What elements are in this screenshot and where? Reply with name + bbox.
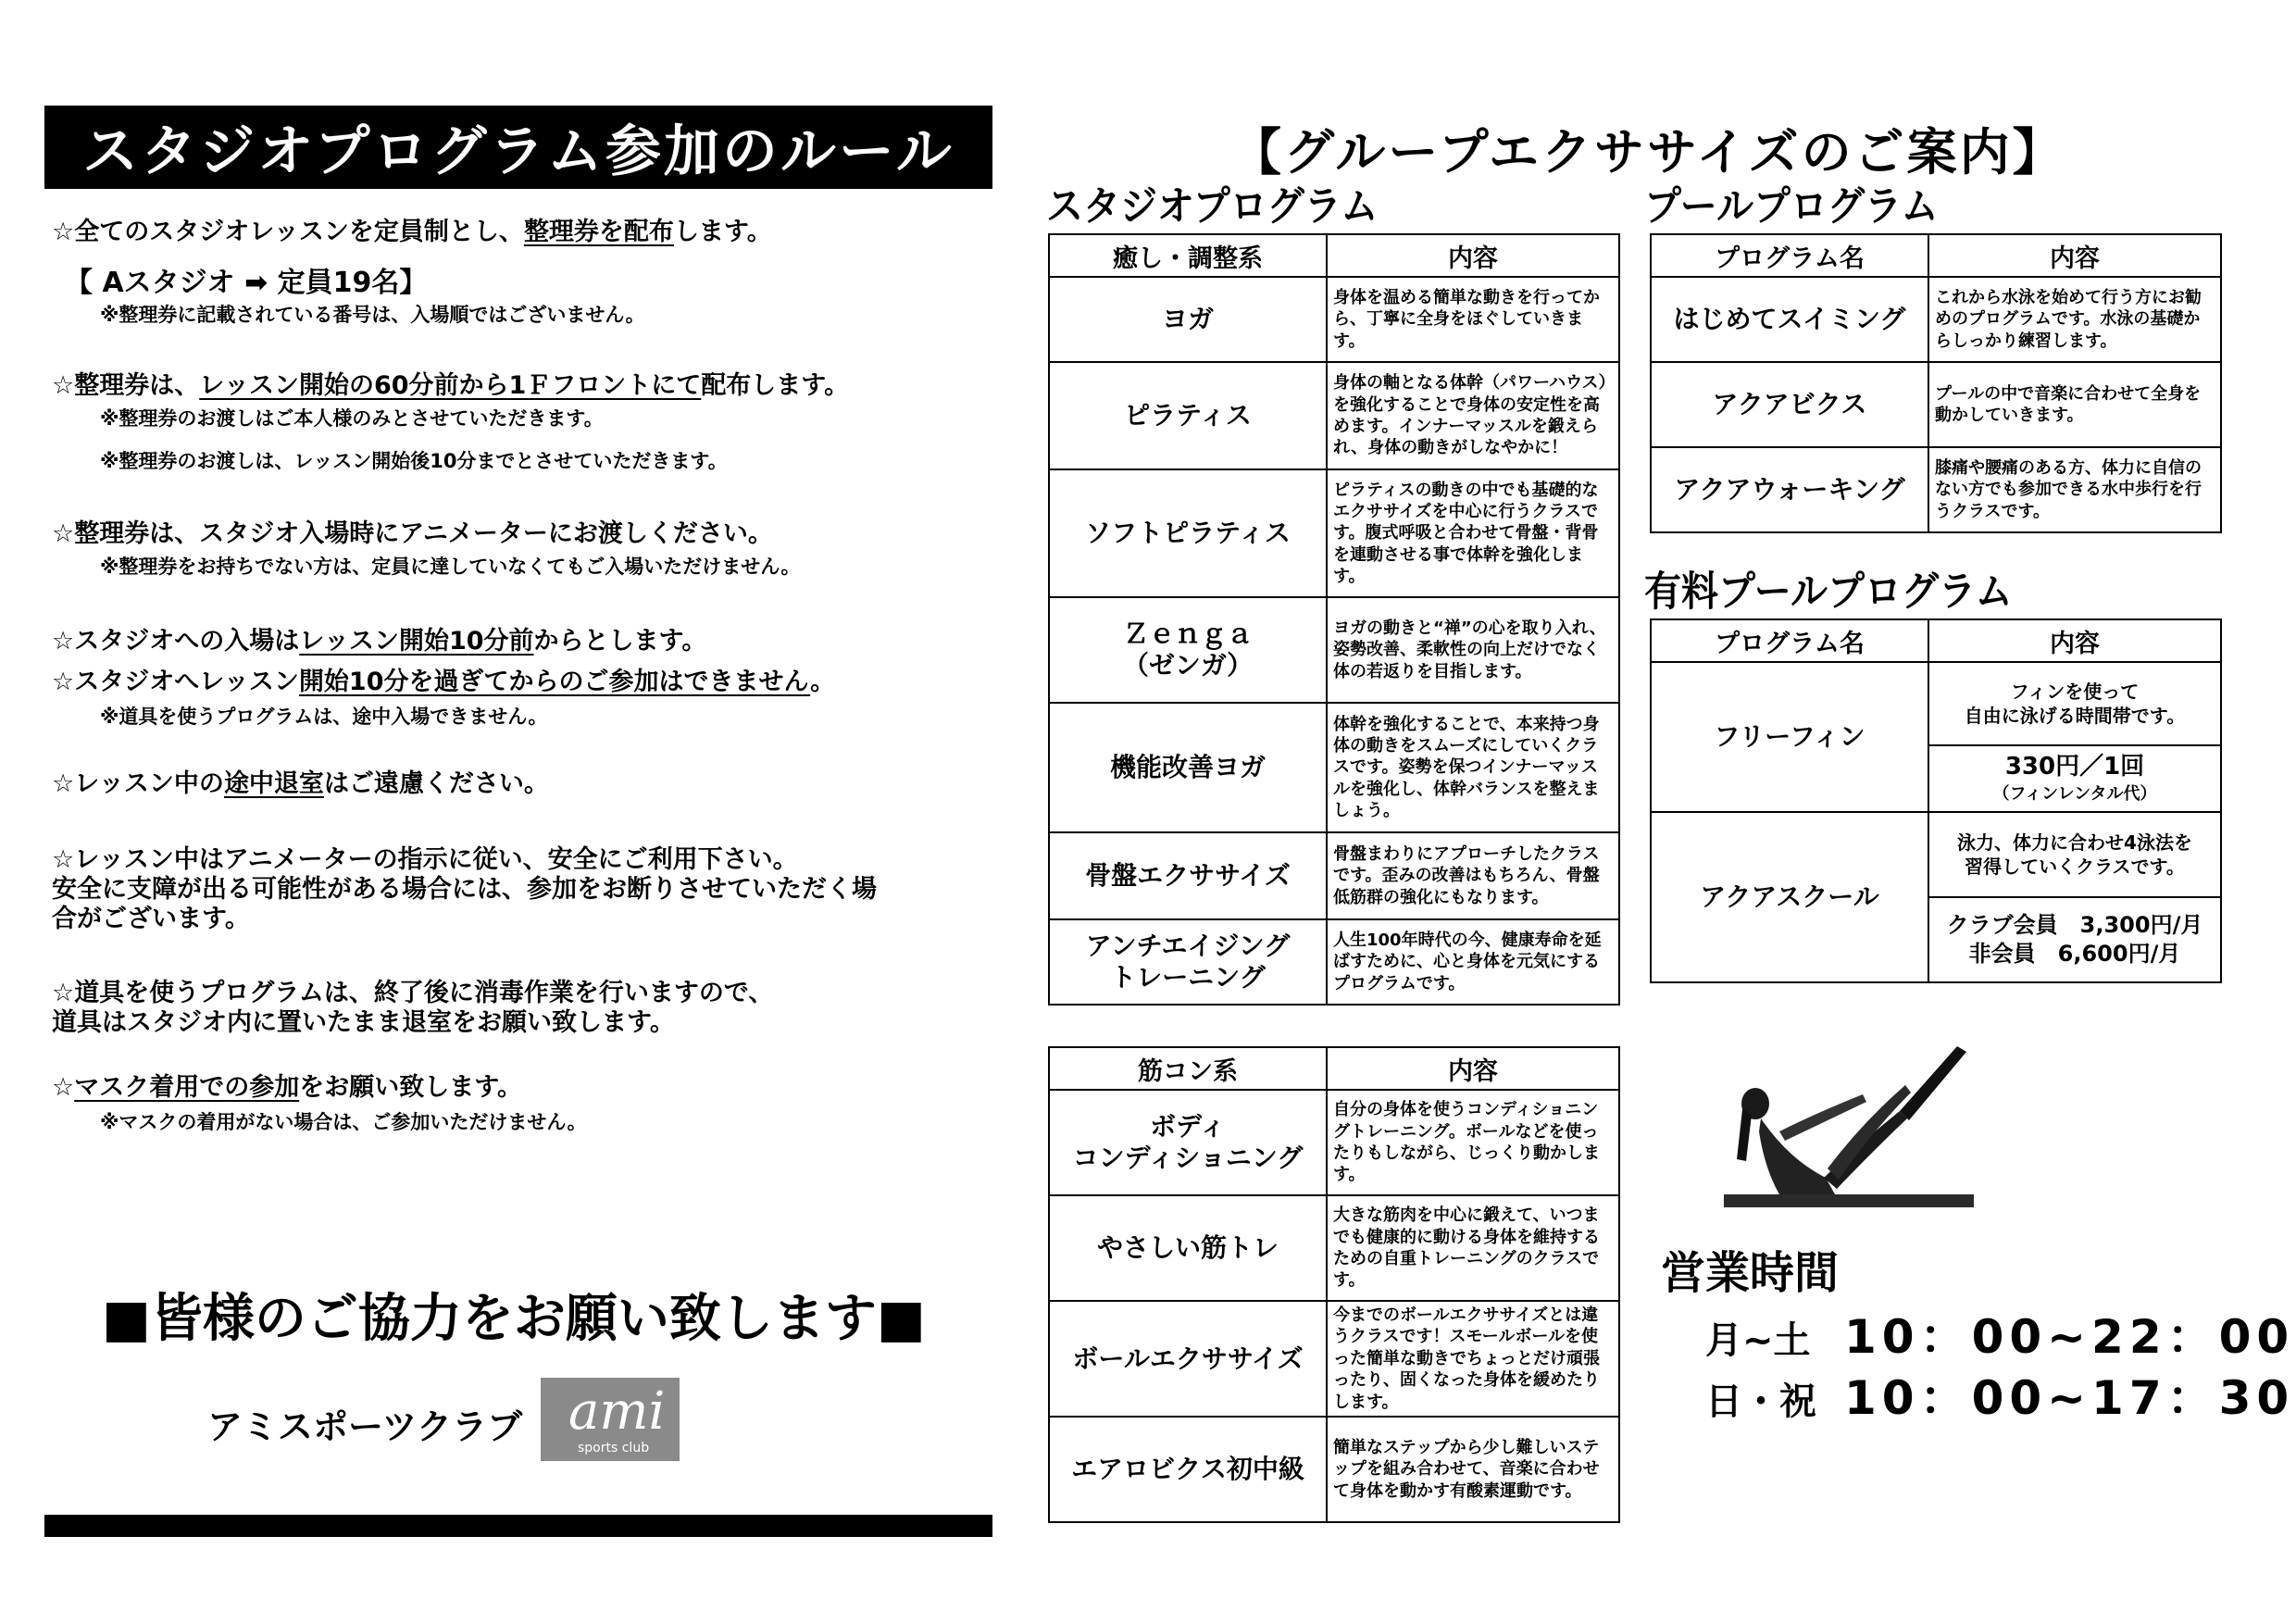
hours-row	[1705, 1300, 2294, 1367]
muscle-header-desc: 内容	[1327, 1047, 1619, 1090]
price-cell	[1928, 897, 2221, 982]
logo-text: ami	[568, 1381, 666, 1442]
rule-6: ☆レッスン中の途中退室はご遠慮ください。	[52, 769, 549, 798]
hours-row	[1705, 1361, 2294, 1428]
program-name: アクアビクス	[1651, 362, 1928, 447]
program-name: はじめてスイミング	[1651, 277, 1928, 362]
fin-price: 330円／1回	[2004, 753, 2145, 781]
table-row	[1049, 1195, 1619, 1301]
table-row	[1651, 812, 2221, 897]
cooperation-message: ■皆様のご協力をお願い致します■	[102, 1289, 926, 1349]
hours-time: 10：00~22：00	[1844, 1310, 2295, 1364]
rule-7-line-1: ☆レッスン中はアニメーターの指示に従い、安全にご利用下さい。	[52, 845, 798, 874]
table-row	[1651, 447, 2221, 532]
rule-7-line-2: 安全に支障が出る可能性がある場合には、参加をお断りさせていただく場	[52, 875, 877, 904]
bottom-bar	[44, 1515, 992, 1537]
logo-subtext: sports club	[578, 1441, 650, 1455]
member-price: クラブ会員 3,300円/月	[1946, 911, 2203, 938]
rule-3: ☆整理券は、スタジオ入場時にアニメーターにお渡しください。	[52, 519, 773, 548]
table-row	[1049, 1090, 1619, 1195]
pool-table	[1650, 233, 2222, 533]
rule-1: ☆全てのスタジオレッスンを定員制とし、整理券を配布します。	[52, 218, 772, 246]
program-desc: 簡単なステップから少し難しいステップを組み合わせて、音楽に合わせて身体を動かす有酸素運動です。	[1327, 1417, 1619, 1522]
capacity: 【 Aスタジオ ➡ 定員19名】	[65, 267, 428, 299]
program-desc: 大きな筋肉を中心に鍛えて、いつまでも健康的に動ける身体を維持するための自重トレーニングのクラスです。	[1327, 1195, 1619, 1301]
rule-4: ☆スタジオへの入場はレッスン開始10分前からとします。	[52, 627, 707, 656]
program-desc: フィンを使って 自由に泳げる時間帯です。	[1928, 662, 2221, 745]
club-logo	[541, 1378, 680, 1461]
program-name: ソフトピラティス	[1049, 469, 1327, 597]
rule-5: ☆スタジオへレッスン開始10分を過ぎてからのご参加はできません。	[52, 668, 836, 696]
rules-banner: スタジオプログラム参加のルール	[44, 106, 992, 189]
program-name: Ｚｅｎｇａ （ゼンガ）	[1049, 597, 1327, 703]
program-desc: 人生100年時代の今、健康寿命を延ばすために、心と身体を元気にするプログラムです。	[1327, 919, 1619, 1005]
table-row	[1651, 362, 2221, 447]
rule-7-line-3: 合がございます。	[52, 905, 250, 933]
table-row	[1049, 597, 1619, 703]
program-name: 骨盤エクササイズ	[1049, 832, 1327, 919]
rule-5-note: ※道具を使うプログラムは、途中入場できません。	[100, 706, 548, 728]
healing-header-name: 癒し・調整系	[1049, 234, 1327, 277]
program-name: アクアウォーキング	[1651, 447, 1928, 532]
program-desc: 身体を温める簡単な動きを行ってから、丁寧に全身をほぐしていきます。	[1327, 277, 1619, 362]
program-desc: 骨盤まわりにアプローチしたクラスです。歪みの改善はもちろん、骨盤低筋群の強化にもなります。	[1327, 832, 1619, 919]
fin-price-note: （フィンレンタル代）	[1992, 784, 2157, 805]
pool-header-desc: 内容	[1928, 234, 2221, 277]
paid-pool-table	[1650, 618, 2222, 983]
program-desc: ピラティスの動きの中でも基礎的なエクササイズを中心に行うクラスです。腹式呼吸と合わせて骨盤・背骨を連動させる事で体幹を強化します。	[1327, 469, 1619, 597]
table-row	[1049, 277, 1619, 362]
table-row	[1049, 469, 1619, 597]
program-name: エアロビクス初中級	[1049, 1417, 1327, 1522]
table-row	[1049, 703, 1619, 832]
program-desc: これから水泳を始めて行う方にお勧めのプログラムです。水泳の基礎からしっかり練習します。	[1928, 277, 2221, 362]
program-desc: ヨガの動きと“禅”の心を取り入れ、姿勢改善、柔軟性の向上だけでなく体の若返りを目指します。	[1327, 597, 1619, 703]
program-name: ボディ コンディショニング	[1049, 1090, 1327, 1195]
program-name: フリーフィン	[1651, 662, 1928, 812]
healing-table	[1048, 233, 1620, 1006]
table-row	[1049, 1301, 1619, 1417]
program-desc: 膝痛や腰痛のある方、体力に自信のない方でも参加できる水中歩行を行うクラスです。	[1928, 447, 2221, 532]
table-row	[1049, 919, 1619, 1005]
program-desc: 体幹を強化することで、本来持つ身体の動きをスムーズにしていくクラスです。姿勢を保つインナーマッスルを強化し、体幹バランスを整えましょう。	[1327, 703, 1619, 832]
rule-8-line-1: ☆道具を使うプログラムは、終了後に消毒作業を行いますので、	[52, 979, 774, 1007]
healing-header-desc: 内容	[1327, 234, 1619, 277]
pool-header-name: プログラム名	[1651, 234, 1928, 277]
program-desc: 身体の軸となる体幹（パワーハウス）を強化することで身体の安定性を高めます。インナーマッスルを鍛えられ、身体の動きがしなやかに！	[1327, 362, 1619, 469]
hours-time: 10：00~17：30	[1844, 1371, 2295, 1425]
price-cell	[1928, 745, 2221, 812]
nonmember-price: 非会員 6,600円/月	[1968, 941, 2181, 967]
page-title: 【グループエクササイズのご案内】	[1231, 123, 2065, 181]
rule-3-note: ※整理券をお持ちでない方は、定員に達していなくてもご入場いただけません。	[100, 556, 801, 578]
program-name: ヨガ	[1049, 277, 1327, 362]
table-row	[1651, 662, 2221, 745]
program-desc: 自分の身体を使うコンディショニングトレーニング。ボールなどを使ったりもしながら、じっくり動かします。	[1327, 1090, 1619, 1195]
program-name: アクアスクール	[1651, 812, 1928, 982]
program-desc: 今までのボールエクササイズとは違うクラスです！スモールボールを使った簡単な動きでちょっとだけ頑張ったり、固くなった身体を緩めたりします。	[1327, 1301, 1619, 1417]
table-row	[1049, 362, 1619, 469]
program-name: アンチエイジング トレーニング	[1049, 919, 1327, 1005]
paid-header-name: プログラム名	[1651, 619, 1928, 662]
table-row	[1049, 1417, 1619, 1522]
program-name: ボールエクササイズ	[1049, 1301, 1327, 1417]
pool-heading: プールプログラム	[1644, 182, 1939, 231]
program-name: やさしい筋トレ	[1049, 1195, 1327, 1301]
muscle-table	[1048, 1046, 1620, 1523]
muscle-header-name: 筋コン系	[1049, 1047, 1327, 1090]
program-name: ピラティス	[1049, 362, 1327, 469]
program-desc: 泳力、体力に合わせ4泳法を 習得していくクラスです。	[1928, 812, 2221, 897]
pilates-photo	[1724, 1030, 1974, 1224]
paid-header-desc: 内容	[1928, 619, 2221, 662]
hours-days: 日・祝	[1705, 1380, 1816, 1423]
table-row	[1049, 832, 1619, 919]
program-name: 機能改善ヨガ	[1049, 703, 1327, 832]
rule-2-note-2: ※整理券のお渡しは、レッスン開始後10分までとさせていただきます。	[100, 450, 728, 472]
club-name: アミスポーツクラブ	[207, 1406, 523, 1447]
hours-days: 月~土	[1705, 1319, 1811, 1362]
paid-pool-heading: 有料プールプログラム	[1644, 568, 2013, 616]
table-row	[1651, 277, 2221, 362]
hours-title: 営業時間	[1661, 1247, 1840, 1299]
rule-9-note: ※マスクの着用がない場合は、ご参加いただけません。	[100, 1111, 587, 1133]
studio-heading: スタジオプログラム	[1046, 182, 1379, 231]
rule-8-line-2: 道具はスタジオ内に置いたまま退室をお願い致します。	[52, 1008, 675, 1037]
rule-2-note-1: ※整理券のお渡しはご本人様のみとさせていただきます。	[100, 407, 604, 430]
rule-9: ☆マスク着用での参加をお願い致します。	[52, 1073, 523, 1102]
rule-2: ☆整理券は、レッスン開始の60分前から1Ｆフロントにて配布します。	[52, 371, 850, 400]
program-desc: プールの中で音楽に合わせて全身を動かしていきます。	[1928, 362, 2221, 447]
capacity-note: ※整理券に記載されている番号は、入場順ではございません。	[100, 304, 645, 326]
